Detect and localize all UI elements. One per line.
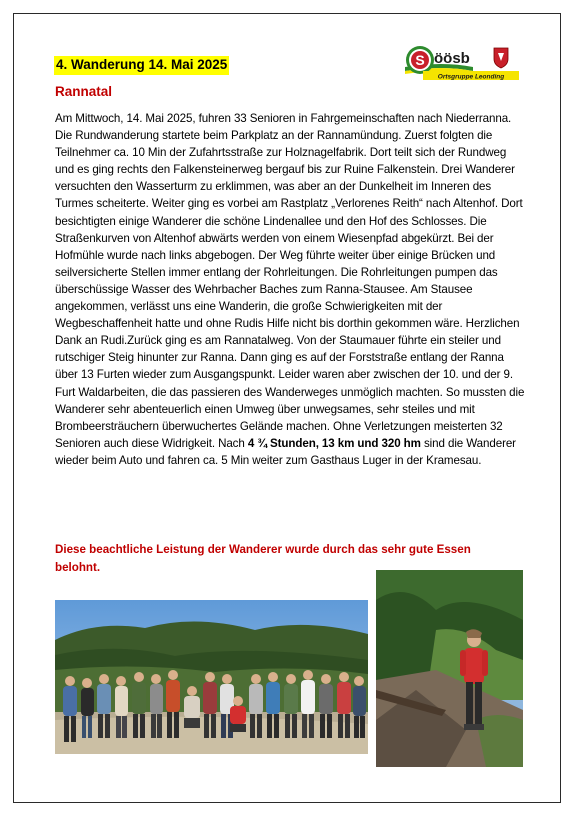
- logo-tagline: Ortsgruppe Leonding: [437, 73, 505, 81]
- article-text-tail: sind die Wanderer wieder beim Auto und fahren ca. 5 Min weiter zum Gasthaus Luger in der Kramesau.: [55, 436, 516, 467]
- article-paragraph: [55, 110, 525, 469]
- hiker-photo: [376, 570, 523, 767]
- article-text: Am Mittwoch, 14. Mai 2025, fuhren 33 Senioren in Fahrgemeinschaften nach Niederranna. Die Rundwanderung startete beim Parkplatz an der Rannamündung. Zuerst folgten die Teilnehmer ca. 10 Min der Zufahrtsstraße zur Holznagelfabrik. Dort teilt sich der Rundweg und es ging rechts den Falkensteinerweg bergauf bis zur Ruine Falkenstein. Drei Wanderer versuchten den Wasserturm zu erklimmen, was aber an der Dunkelheit im Inneren des Turmes scheiterte. Weiter ging es vorbei am Rastplatz „Verlorenes Reith“ nach Altenhof. Dort besichtigten einige Wanderer die schöne Lindenallee und den Hof des Schlosses. Die Straßenkurven von Altenhof abwärts werden von einem Wiesenpfad abgekürzt. Bei der Hofmühle wurde nach links abgebogen. Der Weg führte weiter über einige Brücken und seilversicherte Stellen immer entlang der Rohrleitungen. Die Rohrleitungen pumpen das überschüssige Wasser des Wehrbacher Baches zum Ranna-Stausee. Am Stausee angekommen, verlässt uns eine Wanderin, die große Schwierigkeiten mit der Wegbeschaffenheit hatte und ohne Rudis Hilfe nicht bis dorthin gekommen wäre. Herzlichen Dank an Rudi.Zurück ging es am Rannatalweg. Von der Staumauer führte ein steiler und rutschiger Steig hinunter zur Ranna. Dann ging es auf der Forststraße entlang der Ranna über 13 Furten wieder zum Ausgangspunkt. Leider waren aber zwischen der 10. und der 9. Furt Waldarbeiten, die das passieren des Wanderweges unmöglich machten. So mussten die Wanderer sehr abenteuerlich einen Umweg über unwegsames, sehr steiles und mit Brombeersträuchern überwuchertes Gelände machen. Ohne Verletzungen meisterten 32 Senioren auch diese Widrigkeit. Nach: [55, 112, 525, 450]
- logo-emblem-letter: S: [415, 52, 425, 68]
- logo-brand: öösb: [434, 50, 470, 67]
- article-stats: 4 ¾ Stunden, 13 km und 320 hm: [247, 436, 421, 450]
- conclusion-text: Diese beachtliche Leistung der Wanderer wurde durch das sehr gute Essen belohnt.: [55, 543, 471, 574]
- section-title: Rannatal: [55, 84, 113, 99]
- club-logo: [403, 41, 521, 81]
- group-photo: [55, 600, 368, 754]
- page-heading: 4. Wanderung 14. Mai 2025: [54, 56, 229, 75]
- article-body: [55, 110, 525, 469]
